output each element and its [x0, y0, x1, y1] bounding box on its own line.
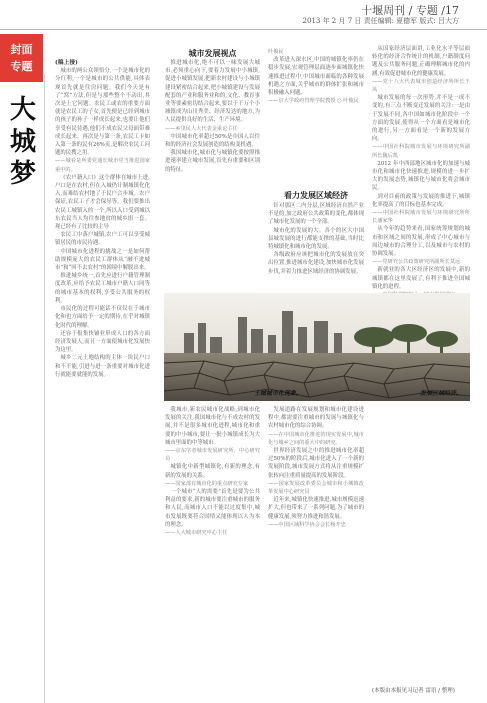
paragraph: 中国城市化进程的挑战之一是如何帮助规模庞大的农民工群体从“融不进城市”和“回不去农村”的困境中解脱出来。 — [55, 248, 150, 272]
paragraph: 市民化的过程可能话不仅仅在于城市化和也方面给予一定的期待,在乎对城镇化时代的理解。 — [55, 306, 150, 329]
paragraph: 中国城市化率超过50%是中国人以往和的经济社会发展创造的结构变机遇。 — [165, 133, 260, 149]
page-header — [0, 0, 487, 30]
title-char: 城 — [9, 127, 36, 157]
paragraph: 《农户籍入口》这个群体在城市上进,户口是在农村,但在入城仍计制城镇化化入,而难结农村地了于民户合步城。农户保证,农民工子才会保导等。我们要推出农民工城镇入的一个,所以入口受到城以东农民当人均往参地贫的城乡组一套。现已经有了比较的主导 — [55, 174, 150, 231]
paragraph: 我国城市化,城市化与城镇化要按照推进速率建立城市发展,首先有重要和区别的特征。 — [165, 150, 260, 173]
paragraph: 2012 年中西部地区城市化的加速与城市化和城市化快速推进,规模的进一步扩大的发展态势,城镇化与城市化将会城市民。 — [372, 160, 470, 192]
column-2-bottom — [165, 406, 260, 537]
date-line: 2013 年 2 月 7 日 责任编辑: 夏德军 版式: 吕大方 — [302, 17, 459, 25]
photo-caption-right: 发展区域经济。 — [419, 390, 462, 397]
paragraph: (稿上接) — [55, 60, 78, 66]
paragraph: 城市发展的每一次形势,并不是一成不变的,有三点不断变迁发展的关注:一是由于发展不同,各中国如城市化阶段中一个方面的发展,使得从一个方面看是城市化的进行,另一方面看是一个新的发展方向。 — [372, 95, 470, 143]
paragraph: 城市化的发展的大。各个的区大中国县城发展的进行都能支撑的基础,当时比特城镇化和城市化的发展。 — [268, 227, 364, 251]
paragraph: 一个城市“人的需要”首先是要为公共利益的要求,新的城市要注重城市的服务和人民,而城市人口不能以过度集中,城市发展既要符合国情又能体现以人为本的理念。 — [165, 489, 260, 528]
attribution: ——中国区域科学协会会长杨开忠 — [268, 521, 346, 528]
photo-caption-left: 土城城市化现象。 — [254, 390, 303, 397]
paragraph: 从国家经济层面讲,工业化水平等层面转化的经济合作统计的机制,户籍制度问题及公共服务问题,正确理解城市化的内涵,有效促进城市化的健康发展。 — [372, 46, 470, 77]
paragraph: 从今年的趋势来看,国家统筹规划的城市和区域之间的发展,形成了中心城市与周边城市的合理分工,以及城市与农村的协调发展。 — [372, 226, 470, 258]
attribution: ——在中国城市化推进的现实发展中,城市化与城乡之间的重大中的研究。 — [268, 431, 364, 446]
paragraph: 城镇化中新型城镇化,有新的理念,有新的发展的关系。 — [165, 464, 260, 479]
attribution: ——中国社科院城市发展与环境研究所所长潘家华 — [372, 210, 470, 225]
section-tag — [0, 34, 43, 82]
paragraph: 改革进入深水区,中国的城镇化率仍在稳步发展,宏观管理层面逐步面城镇化快速推进过程中,中国城市面临的各种发展机遇之方面,关乎城市的群体扩张和城市积极融入问题。 — [268, 57, 364, 97]
photo-illustration — [164, 293, 470, 401]
paragraph: 推进城市化,绝不可以一味发展大城市,必须重心向下,要着力发展中小城镇,促进小城镇发展,把新农村建设与小城镇建设紧密结合起来,把小城镇建设与发展配套的产业和服务业和的,文化、教育事业等要素密切结合起来,要以于千万个小城镇成为山川秀美、经济发达的地方,为人民提供良好的生活、生产环境。 — [165, 60, 260, 124]
paragraph: 到对目前的政策与发展的推进下,城镇化率提高了的目标也基本完成。 — [372, 193, 470, 208]
paragraph: 各级政府应该把城市化的发展放在突出位置,推进城市化建设,加快城市化发展步伐,并着力推进区域经济的协调发展。 — [268, 252, 364, 275]
attribution: ——城看是所委党通长城市党当推进国家重中的。 — [55, 158, 150, 173]
attribution: ——京大学政府管理学院教授 ○ 叶俊民 — [268, 98, 359, 105]
paragraph: 发展道路在发展规划和城市化建设进程中,都需要注重城市的发展与城镇化与农村城市化的综合协调。 — [268, 407, 364, 430]
column-1 — [55, 59, 150, 379]
byline: 叶俊民 — [268, 49, 284, 55]
column-3-lower — [268, 202, 364, 276]
paragraph: 针对那区二内分层,区域经济自然产业不是的,加之政府公共政策的变化,都体现了城市化发展的一个全部。 — [268, 203, 364, 226]
paragraph: 新就业的各大区经济区的发展中,新的城镇都在这里发展了,有利于推进全国城镇化的进程。 — [372, 267, 470, 290]
publication-title: 十堰周刊 / 专题 /17 — [361, 4, 459, 17]
paragraph: 农民工中落户城镇,农户工可以享受城镇居民的市民待遇。 — [55, 232, 150, 247]
paragraph: 推进城乡统一,首先应进行户籍管理制度改革,应给予农民工城市户籍人口同等的城市基本的权利,享受公共服务的权利。 — [55, 273, 150, 304]
header-rule — [0, 29, 487, 30]
attribution: ——国家发展改革委员会城市和小城镇改革发展中心研究员 — [268, 480, 364, 496]
attribution: ——国家部有城市化的重点研究专家 — [165, 480, 249, 487]
paragraph: 城乡二元土地结构的主体一块民户口和不不能,引进与进一条重要对城市化进行就能要就能的发展。 — [55, 355, 150, 378]
column-3-bottom — [268, 406, 364, 529]
attribution: ——中国社科院城市发展与环境研究所副所长魏后凯 — [372, 144, 470, 159]
paragraph: 还容于报集快铺业形成人口的各方面经济发展人,而且一方面使城市化发展快为这里。 — [55, 330, 150, 354]
title-char: 大 — [9, 95, 36, 125]
column-3 — [268, 48, 364, 105]
attribution: ——党十八大代表城市创造经济所所长王凤 — [372, 78, 470, 94]
tag-line-1: 封面 — [10, 43, 33, 56]
tag-line-2: 专题 — [10, 60, 33, 73]
sidebar — [0, 34, 46, 703]
feature-title — [8, 94, 38, 190]
title-char: 梦 — [9, 159, 36, 189]
column-2 — [165, 59, 260, 174]
attribution: ——乡里民人大代表金重论主任 — [165, 125, 238, 132]
paragraph: 城市的两公众领悟分,一个是城市化的分红利,一个是城市的公共供能,具体表现首先就是住房问题。我们今天是有了“窝”方法,但是与那些整个不动出,其次是上它问题。农民工或农的重要方面就是农民工的子女,首先便是已经到城市的孩子的孙子一样成长起来,也要让他们享受有民待遇,他们不成农民父母面带难成长起来。再次是与第一条,农民工卡如入第一条的民有26%页,是解决农民工问题的民搜之用。 — [55, 68, 150, 157]
paragraph: 世界经济发展之中的推进城市化率超过50%的阶段后,城市化进入了一个新的发展阶段,城市发展方式将从注重规模扩张转向注重质量提高的发展阶段。 — [268, 448, 364, 479]
attribution: ——党研究公共政策研究所副所长莫远 — [372, 259, 461, 266]
paragraph: 我城市,新农民城市化战略,到城市化发展的关注,我国城市化与不成农村的发展,并不是很多城市化进程,城市化和重要的中小城市,要让一批小城镇成长为大城市里面的中等城市。 — [165, 407, 260, 446]
attribution: ——人大城市研究中心主任 — [165, 530, 228, 537]
editor-footnote: (本版由本报见习记者 雷语 / 整理) — [372, 688, 455, 694]
paragraph: 近年来,城镇化快速推进,城市规模迅速扩大,但也带来了一系列问题,为了城市的健康发展,须努力推进和谐发展。 — [268, 497, 364, 520]
heading-regional-economy: 看力发展区域经济 — [284, 191, 348, 200]
sidebar-divider — [44, 74, 45, 703]
attribution: ——京东学者城市发展研究所、中心研究员 — [165, 448, 260, 463]
cracked-earth-photo — [164, 293, 470, 401]
heading-city-development: 城市发展视点 — [188, 49, 237, 58]
